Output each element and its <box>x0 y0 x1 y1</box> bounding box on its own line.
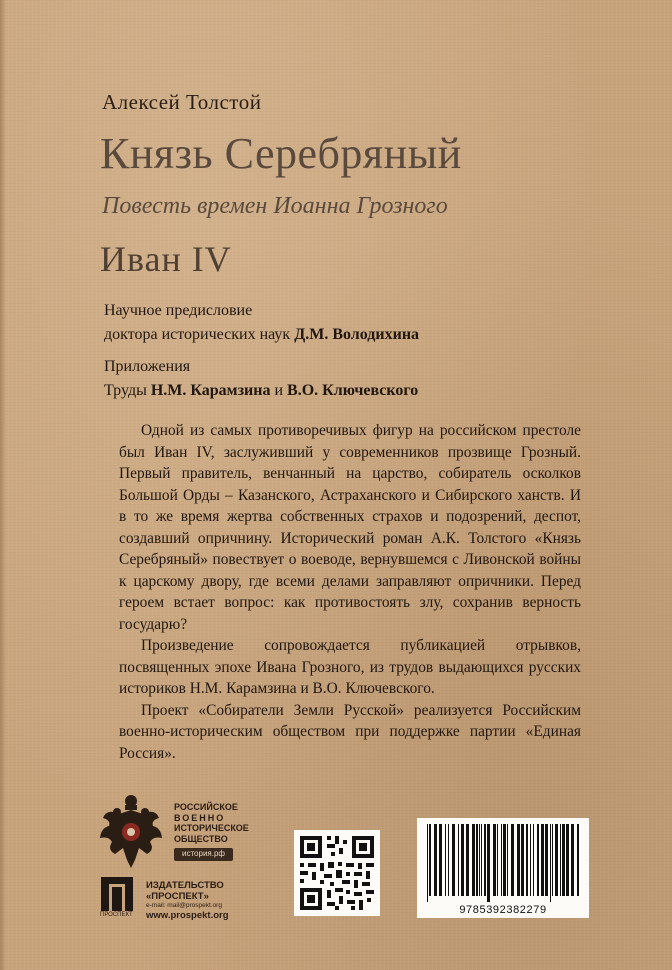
barcode-bar <box>503 824 506 896</box>
double-headed-eagle-icon <box>97 792 165 872</box>
annotation-paragraph: Одной из самых противоречивых фигур на российском престоле был Иван IV, заслуживший у современников прозвище Грозный. Первый правитель, венчанный на царство, собиратель осколков Большой Орды – Казанского, Астраханского и Сибирского ханств. И в то же время жертва собственных страхов и подозрений, деспот, создавший опричнину. Исторический роман А.К. Толстого «Князь Серебряный» повествует о воеводе, вернувшемся с Ливонской войны к царскому двору, где всеми делами заправляют опричники. Перед героем встает вопрос: как противостоять злу, сохранив верность государю? <box>119 422 581 633</box>
barcode-bar <box>541 824 544 896</box>
barcode-bar <box>555 824 558 896</box>
credits-line-author <box>104 323 419 347</box>
barcode-bar <box>458 824 459 896</box>
barcode-bar <box>452 824 455 896</box>
credits-line-works <box>104 379 419 403</box>
credits-text: Труды <box>104 382 151 399</box>
barcode-bar <box>537 824 539 896</box>
barcode-bar <box>562 824 565 896</box>
second-title: Иван IV <box>100 239 232 279</box>
barcode-bar <box>439 824 442 896</box>
barcode-bar <box>481 824 482 896</box>
credits-text: доктора исторических наук <box>104 326 295 343</box>
annotation-paragraph: Проект «Собиратели Земли Русской» реализуется Российским военно-историческим обществом при поддержке партии «Единая Россия». <box>119 701 581 762</box>
credits-text: и <box>270 382 288 399</box>
prospekt-logo-icon <box>101 877 133 911</box>
barcode-bar <box>472 824 475 896</box>
barcode-bar <box>552 824 553 896</box>
barcode-bar <box>461 824 464 896</box>
annotation-text <box>119 420 581 764</box>
prospekt-logo-caption: ПРОСПЕКТ <box>100 912 133 918</box>
qr-code-icon <box>294 830 380 916</box>
rvio-site-badge: история.рф <box>174 848 233 861</box>
barcode-bar <box>487 824 490 902</box>
barcode-bar <box>566 824 569 896</box>
publisher-name: «ПРОСПЕКТ» <box>146 891 209 902</box>
barcode-bar <box>550 824 551 902</box>
qr-code <box>294 830 380 916</box>
barcode-bar <box>560 824 561 896</box>
publisher-website: www.prospekt.org <box>146 910 229 921</box>
cover-spine-edge <box>0 0 6 970</box>
barcode-bar <box>427 824 428 902</box>
credits-line-preface: Научное предисловие <box>104 302 253 319</box>
barcode-bar <box>445 824 446 896</box>
barcode-bar <box>466 824 469 896</box>
barcode-bar <box>479 824 480 896</box>
barcode-bar <box>497 824 498 896</box>
isbn-number: 9785392382279 <box>459 904 547 916</box>
credits-name: Н.М. Карамзина <box>150 382 271 399</box>
barcode-bar <box>526 824 528 896</box>
isbn-barcode <box>417 818 589 918</box>
rvio-line: ВОЕННО <box>174 812 226 823</box>
author-name: Алексей Толстой <box>102 90 262 114</box>
credits-block <box>104 299 419 403</box>
rvio-line: ИСТОРИЧЕСКОЕ <box>174 823 249 833</box>
barcode-bar <box>476 824 478 896</box>
barcode-bars <box>417 818 589 904</box>
publisher-block <box>146 880 229 921</box>
barcode-bar <box>429 824 431 896</box>
barcode-bar <box>434 824 437 896</box>
barcode-bar <box>577 824 579 896</box>
rvio-line: ОБЩЕСТВО <box>174 833 228 844</box>
credits-name: Д.М. Володихина <box>294 326 420 343</box>
credits-line-appendix: Приложения <box>104 358 191 375</box>
rvio-logo-text <box>174 802 249 861</box>
barcode-bar <box>545 824 548 896</box>
barcode-bar <box>501 824 502 896</box>
barcode-bar <box>571 824 574 896</box>
barcode-bar <box>517 824 520 896</box>
barcode-bar <box>493 824 496 896</box>
annotation-paragraph: Произведение сопровождается публикацией отрывков, посвященных эпохе Ивана Грозного, из трудов выдающихся русских историков Н.М. Карамзина и В.О. Ключевского. <box>119 637 581 697</box>
book-subtitle: Повесть времен Иоанна Грозного <box>102 193 448 219</box>
barcode-bar <box>484 824 486 896</box>
barcode-bar <box>521 824 524 896</box>
barcode-bar <box>511 824 514 896</box>
credits-name: В.О. Ключевского <box>287 382 419 399</box>
barcode-bar <box>533 824 534 896</box>
book-title: Князь Серебряный <box>100 129 462 178</box>
barcode-bar <box>530 824 531 896</box>
publisher-email: e-mail: mail@prospekt.org <box>146 902 222 909</box>
rvio-line: РОССИЙСКОЕ <box>174 802 238 812</box>
barcode-bar <box>448 824 449 896</box>
barcode-bar <box>507 824 508 896</box>
publisher-label: ИЗДАТЕЛЬСТВО <box>146 880 224 891</box>
